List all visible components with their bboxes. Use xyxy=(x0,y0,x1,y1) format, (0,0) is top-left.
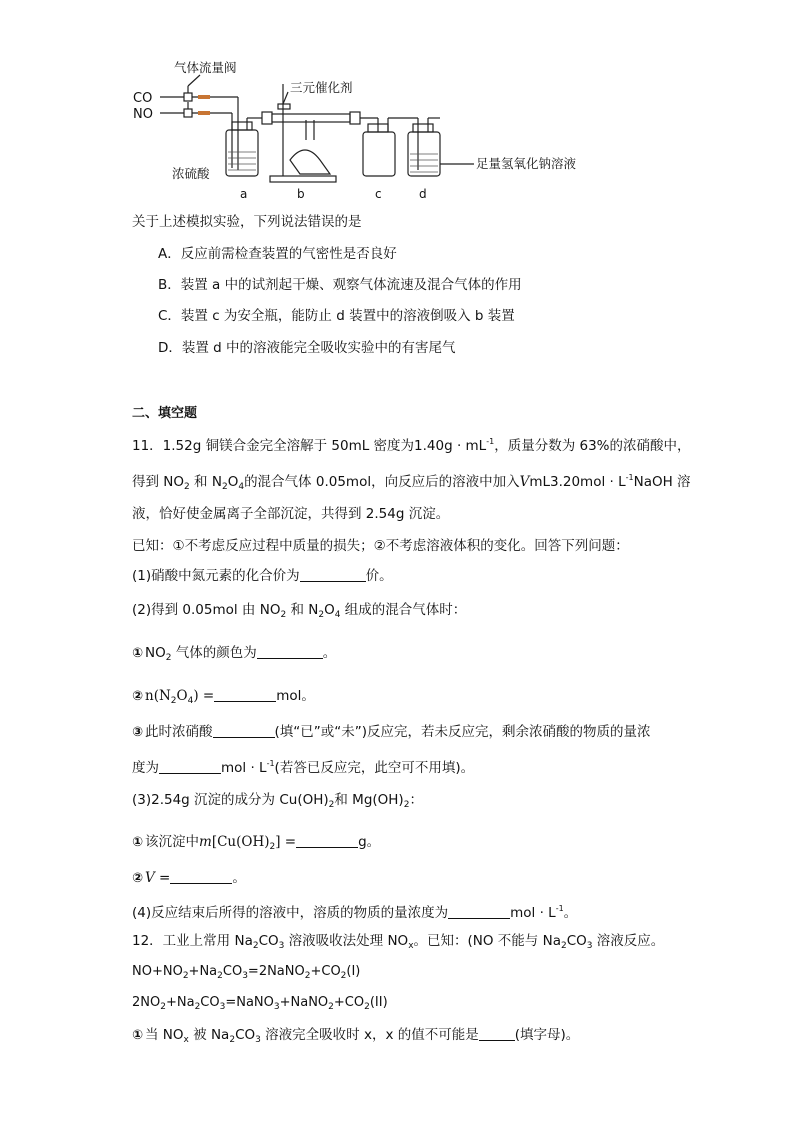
circled-number: ① xyxy=(132,646,144,661)
circled-number: ② xyxy=(132,689,144,704)
q11-p31-c: ] = xyxy=(275,834,297,850)
q12-l2-c: CO xyxy=(235,1027,256,1043)
q11-line1 xyxy=(132,433,691,455)
q12-l2-b: 被 Na xyxy=(188,1027,230,1043)
q11-l2-f: NaOH 溶 xyxy=(633,474,691,490)
q11-p1-b: 价。 xyxy=(365,568,393,584)
q11-part2-3 xyxy=(132,723,651,741)
q11-p21-c: 。 xyxy=(322,645,337,661)
q12-eq2-b: +Na xyxy=(165,995,195,1010)
q11-p2-sub1: 2 xyxy=(280,610,287,620)
q11-p23-d: mol · L xyxy=(221,760,267,776)
q11-p2-a: (2)得到 0.05mol 由 NO xyxy=(132,602,281,618)
q11-p32-b: 。 xyxy=(232,870,246,886)
q12-equation-1 xyxy=(132,963,360,985)
q11-p31-b: [Cu(OH) xyxy=(211,834,270,850)
q11-l2-d: 的混合气体 0.05mol，向反应后的溶液中加入 xyxy=(244,474,520,490)
q11-p23-b: (填“已”或“未”)反应完，若未反应完，剩余浓硝酸的物质的量浓 xyxy=(274,724,651,740)
q12-l1-c: 溶液吸收法处理 NO xyxy=(284,933,409,949)
label-b: b xyxy=(297,187,305,201)
circled-number: ① xyxy=(132,835,144,850)
q11-l2-b: 和 N xyxy=(189,474,222,490)
q11-part2-3b xyxy=(132,755,474,777)
q11-p23-e: (若答已反应完，此空可不用填)。 xyxy=(274,760,475,776)
q11-known: 已知：①不考虑反应过程中质量的损失；②不考虑溶液体积的变化。回答下列问题： xyxy=(132,538,629,554)
q11-p3-c: ： xyxy=(409,792,423,808)
q12-eq1-sub3: 3 xyxy=(242,971,248,981)
circled-number: ① xyxy=(132,1028,144,1043)
label-d: d xyxy=(419,187,427,201)
q11-part2-2 xyxy=(132,687,315,710)
answer-blank[interactable] xyxy=(213,723,275,738)
q11-p32-a: = xyxy=(154,870,171,886)
q12-eq2-a: 2NO xyxy=(132,995,161,1010)
q11-p1-a: (1)硝酸中氮元素的化合价为 xyxy=(132,568,300,584)
q12-eq1-c: CO xyxy=(222,964,243,979)
q12-eq1-sub5: 2 xyxy=(340,971,347,981)
answer-blank[interactable] xyxy=(170,869,232,884)
q12-eq2-g: (II) xyxy=(369,995,388,1010)
q11-l2-sup: -1 xyxy=(625,473,634,482)
q10-option-a: A．反应前需检查装置的气密性是否良好 xyxy=(158,246,397,262)
label-naoh: 足量氢氧化钠溶液 xyxy=(476,156,577,171)
answer-blank[interactable] xyxy=(257,644,323,659)
q12-eq2-sub1: 2 xyxy=(160,1002,166,1012)
q12-eq1-b: +Na xyxy=(188,964,218,979)
q11-p3-sub1: 2 xyxy=(328,800,335,810)
q12-eq2-sub2: 2 xyxy=(194,1002,201,1012)
q10-option-b: B．装置 a 中的试剂起干燥、观察气体流速及混合气体的作用 xyxy=(158,277,522,293)
section-title: 二、填空题 xyxy=(132,406,198,421)
answer-blank[interactable] xyxy=(479,1026,515,1041)
q11-part1 xyxy=(132,567,393,585)
q12-l1-sub3: x xyxy=(408,941,414,951)
q12-eq2-sub5: 2 xyxy=(328,1002,334,1012)
label-co: CO xyxy=(133,91,153,106)
q10-option-c: C．装置 c 为安全瓶，能防止 d 装置中的溶液倒吸入 b 装置 xyxy=(158,308,515,324)
q11-p22-a: n(N xyxy=(145,688,171,704)
label-no: NO xyxy=(133,107,153,122)
label-c: c xyxy=(375,187,382,201)
q11-l1-text: 11．1.52g 铜镁合金完全溶解于 50mL 密度为1.40g · mL xyxy=(132,438,487,454)
label-h2so4: 浓硫酸 xyxy=(172,166,210,181)
q11-p21-a: NO xyxy=(145,645,166,661)
q11-part3-2 xyxy=(132,869,246,887)
q11-p22-d: mol。 xyxy=(276,688,315,704)
q12-l1-a: 12．工业上常用 Na xyxy=(132,933,253,949)
q11-l1-sup: -1 xyxy=(486,437,495,446)
q11-p2-c: O xyxy=(324,602,335,618)
q10-stem: 关于上述模拟实验，下列说法错误的是 xyxy=(132,214,362,230)
q12-part1 xyxy=(132,1026,579,1049)
q11-p3-b: 和 Mg(OH) xyxy=(334,792,404,808)
q11-line3: 液，恰好使金属离子全部沉淀，共得到 2.54g 沉淀。 xyxy=(132,506,450,522)
q11-p22-c: ) = xyxy=(193,688,215,704)
q12-eq1-sub4: 2 xyxy=(304,971,311,981)
apparatus-diagram xyxy=(0,0,794,210)
q11-p3-sub2: 2 xyxy=(403,800,410,810)
q12-eq1-sub1: 2 xyxy=(182,971,189,981)
q12-eq2-sub6: 2 xyxy=(364,1002,370,1012)
q12-l2-sub1: x xyxy=(183,1035,189,1045)
q12-l2-sub2: 2 xyxy=(229,1035,236,1045)
q11-p4-sup: -1 xyxy=(555,904,564,913)
answer-blank[interactable] xyxy=(448,904,510,919)
q12-eq1-f: (I) xyxy=(346,964,361,979)
q11-p31-d: g。 xyxy=(358,834,381,850)
q11-p4-b: mol · L xyxy=(510,905,556,921)
q11-p2-sub3: 4 xyxy=(334,610,341,620)
q12-l2-e: (填字母)。 xyxy=(514,1027,580,1043)
q11-l2-sub2: 2 xyxy=(221,482,228,492)
q12-eq1-d: =2NaNO xyxy=(247,964,305,979)
q12-l2-a: 当 NO xyxy=(145,1027,184,1043)
q11-p23-c: 度为 xyxy=(132,760,159,776)
q11-part2 xyxy=(132,601,466,624)
q11-p3-a: (3)2.54g 沉淀的成分为 Cu(OH) xyxy=(132,792,329,808)
answer-blank[interactable] xyxy=(300,567,366,582)
q12-l2-sub3: 3 xyxy=(255,1035,261,1045)
q12-eq2-sub4: 3 xyxy=(273,1002,280,1012)
q11-p2-d: 组成的混合气体时： xyxy=(340,602,467,618)
q12-eq2-c: CO xyxy=(200,995,220,1010)
circled-number: ③ xyxy=(132,725,144,740)
q11-part2-1 xyxy=(132,644,336,667)
answer-blank[interactable] xyxy=(214,687,276,702)
q11-p31-m: m xyxy=(199,834,212,850)
q12-line1 xyxy=(132,932,664,955)
q12-eq1-sub2: 2 xyxy=(217,971,223,981)
q11-p2-sub2: 2 xyxy=(318,610,325,620)
q11-p2-b: 和 N xyxy=(286,602,319,618)
q11-line2 xyxy=(132,469,691,496)
q12-equation-2 xyxy=(132,994,388,1016)
q12-eq2-f: +CO xyxy=(333,995,365,1010)
answer-blank[interactable] xyxy=(159,759,221,774)
q11-l2-sub3: 4 xyxy=(238,482,245,492)
q11-p22-sub1: 2 xyxy=(170,696,177,706)
circled-number: ② xyxy=(132,871,144,886)
q11-part3-1 xyxy=(132,833,380,856)
q11-l1-text2: ，质量分数为 63%的浓硝酸中， xyxy=(494,438,691,454)
q11-p21-sub: 2 xyxy=(165,653,172,663)
q11-l2-sub1: 2 xyxy=(184,482,190,492)
q11-l2-a: 得到 NO xyxy=(132,474,185,490)
q12-eq2-e: +NaNO xyxy=(279,995,329,1010)
label-a: a xyxy=(240,187,248,201)
q12-eq1-e: +CO xyxy=(310,964,341,979)
q11-p22-sub2: 4 xyxy=(187,696,194,706)
q12-eq1-a: NO+NO xyxy=(132,964,183,979)
q11-p23-sup: -1 xyxy=(266,759,275,768)
q10-option-d: D．装置 d 中的溶液能完全吸收实验中的有害尾气 xyxy=(158,340,456,356)
q11-p31-sub: 2 xyxy=(269,842,276,852)
q12-eq2-d: =NaNO xyxy=(225,995,274,1010)
q12-l1-e: CO xyxy=(566,933,587,949)
q12-l1-sub5: 3 xyxy=(586,941,593,951)
q11-p4-c: 。 xyxy=(563,905,578,921)
q11-p31-a: 该沉淀中 xyxy=(145,834,200,850)
q12-l1-sub2: 3 xyxy=(278,941,285,951)
q12-l1-b: CO xyxy=(258,933,279,949)
q11-p32-v: V xyxy=(145,870,155,886)
q12-l1-sub4: 2 xyxy=(560,941,567,951)
q11-p22-b: O xyxy=(176,688,188,704)
answer-blank[interactable] xyxy=(296,833,358,848)
q11-part3 xyxy=(132,791,423,814)
label-catalyst: 三元催化剂 xyxy=(290,80,353,95)
q12-l1-f: 溶液反应。 xyxy=(592,933,665,949)
q12-l2-d: 溶液完全吸收时 x，x 的值不可能是 xyxy=(260,1027,479,1043)
q11-p4-a: (4)反应结束后所得的溶液中，溶质的物质的量浓度为 xyxy=(132,905,449,921)
q12-l1-sub1: 2 xyxy=(252,941,259,951)
q11-part4 xyxy=(132,900,577,922)
q11-l2-e: mL3.20mol · L xyxy=(529,474,626,490)
q12-l1-d: 。已知：(NO 不能与 Na xyxy=(413,933,561,949)
q11-l2-v: V xyxy=(519,474,530,490)
q11-p23-a: 此时浓硝酸 xyxy=(145,724,213,740)
q12-eq2-sub3: 3 xyxy=(219,1002,226,1012)
q11-l2-c: O xyxy=(227,474,239,490)
q11-p21-b: 气体的颜色为 xyxy=(171,645,257,661)
label-valve: 气体流量阀 xyxy=(174,60,237,75)
